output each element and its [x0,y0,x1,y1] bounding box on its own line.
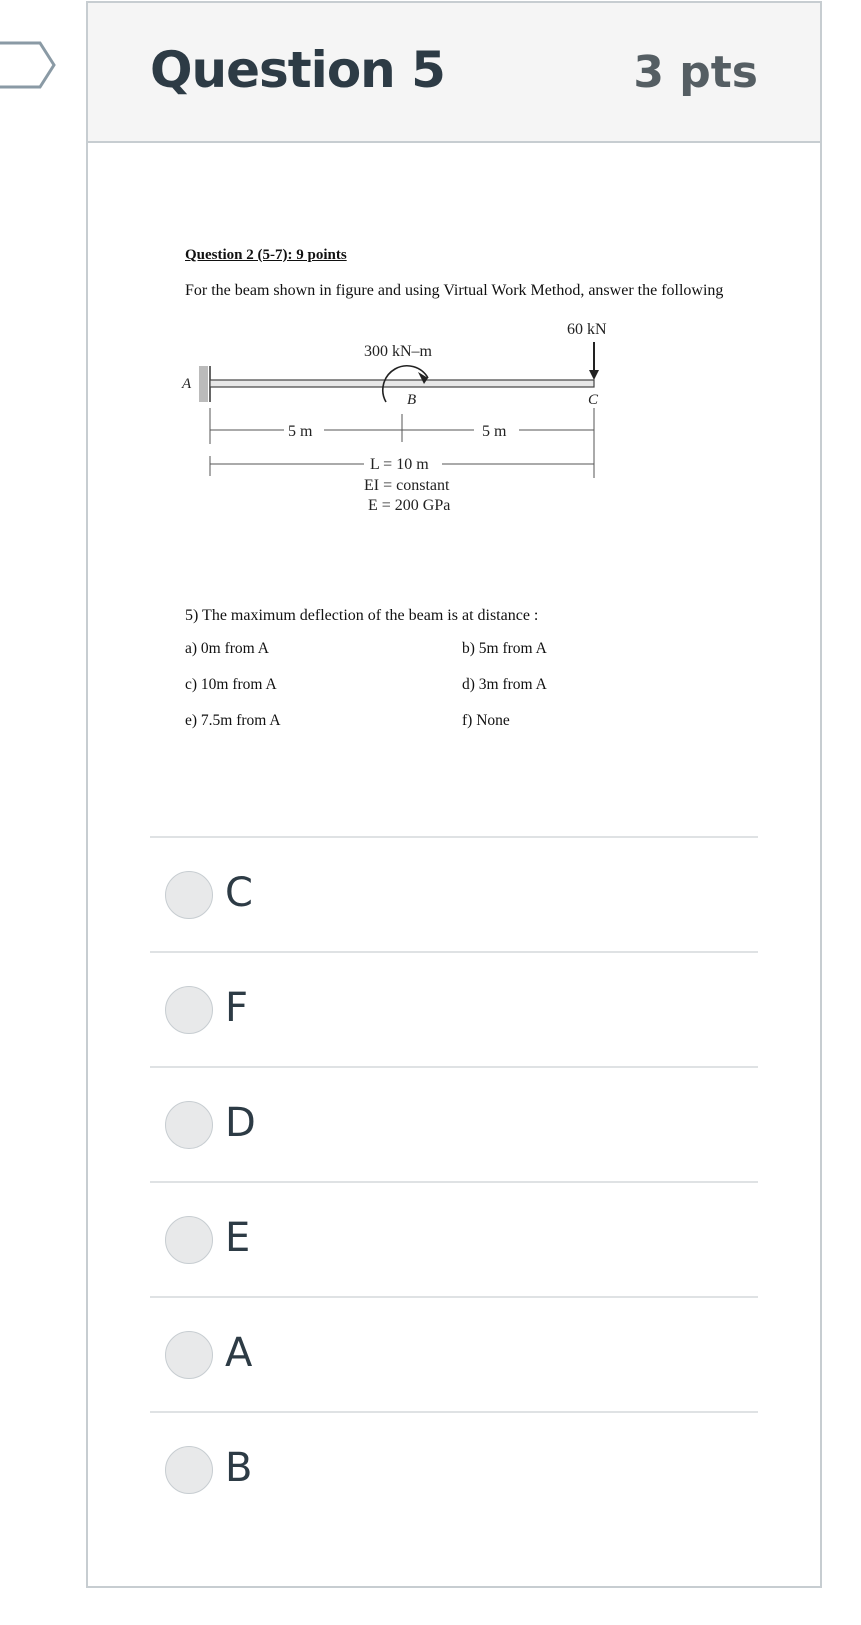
flag-question-icon[interactable] [0,41,58,89]
option-d: d) 3m from A [462,676,547,693]
e-label: E = 200 GPa [368,497,451,514]
load-label: 60 kN [567,321,607,338]
answer-label[interactable]: C [225,870,253,916]
radio-button[interactable] [165,986,213,1034]
document-intro: For the beam shown in figure and using Virtual Work Method, answer the following [185,282,724,299]
point-b-label: B [407,392,417,408]
dim-left-label: 5 m [288,423,313,440]
option-c: c) 10m from A [185,676,277,693]
point-c-label: C [588,392,599,408]
answer-label[interactable]: F [225,985,249,1031]
option-b: b) 5m from A [462,640,547,657]
radio-button[interactable] [165,1216,213,1264]
point-a-label: A [182,376,192,392]
length-label: L = 10 m [370,456,429,473]
answer-label[interactable]: E [225,1215,251,1261]
answer-label[interactable]: B [225,1445,253,1491]
document-subtitle: Question 2 (5-7): 9 points [185,247,347,263]
fixed-support [199,366,208,402]
option-a: a) 0m from A [185,640,269,657]
answer-label[interactable]: A [225,1330,253,1376]
question-prompt: 5) The maximum deflection of the beam is at distance : [185,607,539,624]
question-points: 3 pts [633,47,758,98]
question-title: Question 5 [150,41,445,99]
answer-option[interactable] [150,951,758,1066]
question-card [86,1,822,1588]
ei-label: EI = constant [364,477,450,494]
radio-button[interactable] [165,1101,213,1149]
option-e: e) 7.5m from A [185,712,281,729]
radio-button[interactable] [165,1446,213,1494]
answer-option[interactable] [150,1411,758,1526]
answer-option[interactable] [150,1296,758,1411]
option-f: f) None [462,712,510,729]
radio-button[interactable] [165,871,213,919]
answer-option[interactable] [150,1066,758,1181]
beam-figure [174,318,644,528]
answer-list [150,836,758,1526]
dim-right-label: 5 m [482,423,507,440]
question-header [88,3,820,143]
answer-option[interactable] [150,1181,758,1296]
answer-option[interactable] [150,836,758,951]
moment-label: 300 kN–m [364,343,432,360]
radio-button[interactable] [165,1331,213,1379]
answer-label[interactable]: D [225,1100,256,1146]
beam [210,380,594,387]
